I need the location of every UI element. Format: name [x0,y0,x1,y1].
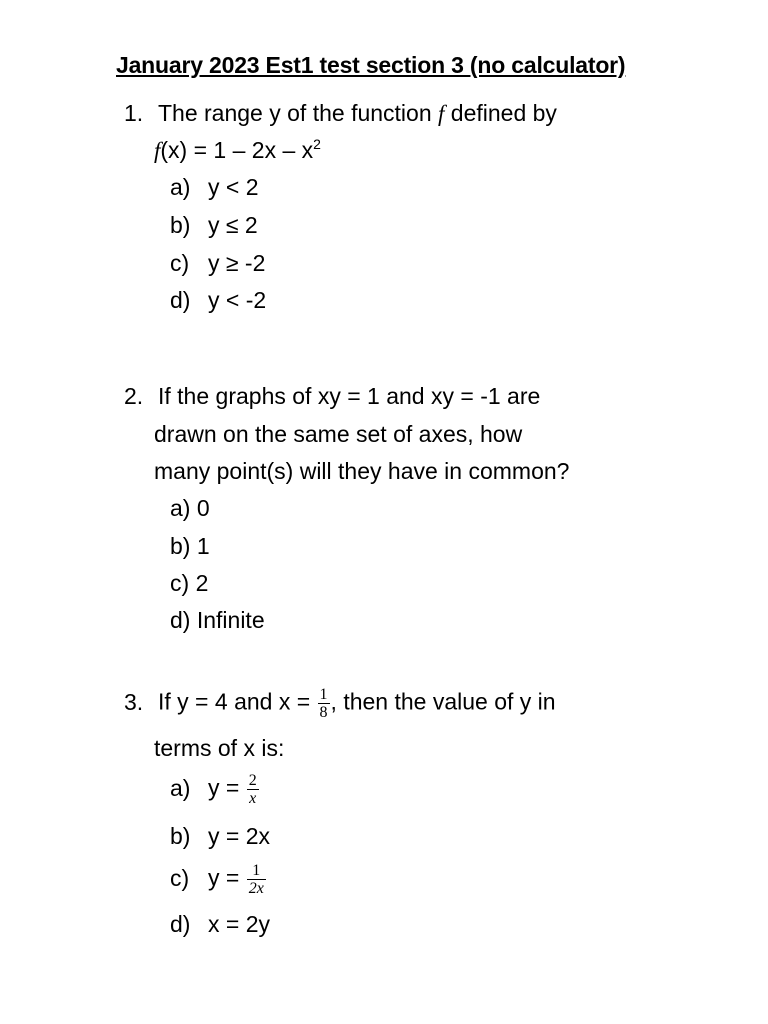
question-1-option-d[interactable] [170,286,266,314]
question-2-stem-line-1 [124,382,540,410]
question-3-stem-text-a: If y = 4 and x = [158,688,311,715]
option-letter: c) [170,570,190,596]
option-text: x = 2y [208,911,271,937]
question-1-stem-text-b: defined by [450,100,557,126]
question-1-formula [154,136,321,165]
question-3-fraction [318,686,330,721]
question-2-stem-line-3: many point(s) will they have in common? [154,458,570,484]
question-3-stem-line-2: terms of x is: [154,735,285,761]
option-letter: b) [170,823,191,849]
option-fraction [247,862,266,897]
question-2-option-d[interactable] [170,606,265,634]
question-1-formula-f: f [154,138,161,163]
option-prefix: y = [208,864,240,891]
question-3-stem-text-b: , then the value of y in [330,688,556,715]
option-letter: c) [170,250,190,276]
option-fraction [247,772,259,807]
option-letter: b) [170,212,191,238]
question-3-option-a[interactable] [170,772,260,807]
option-letter: d) [170,607,191,633]
fraction-numerator: 2 [248,772,257,789]
option-text: y ≤ 2 [208,212,258,238]
question-1-formula-body: (x) = 1 – 2x – x [160,137,314,163]
question-3-option-d[interactable] [170,910,270,938]
option-letter: a) [170,495,191,521]
question-2-stem-line-2: drawn on the same set of axes, how [154,421,523,447]
option-letter: a) [170,774,191,801]
question-3-stem-line-1 [124,686,556,721]
option-text: Infinite [196,607,265,633]
option-letter: d) [170,287,191,313]
option-prefix: y = [208,774,240,801]
question-2-stem-text: If the graphs of xy = 1 and xy = -1 are [158,383,541,409]
question-1-stem-text-a: The range y of the function [158,100,432,126]
option-letter: d) [170,911,191,937]
option-text: y < 2 [208,174,259,200]
question-1-option-c[interactable] [170,249,265,277]
question-2-option-b[interactable] [170,532,210,560]
question-3-option-b[interactable] [170,822,270,850]
option-letter: a) [170,174,191,200]
page-title: January 2023 Est1 test section 3 (no calculator) [116,52,626,78]
option-text: 0 [196,495,210,521]
fraction-denominator: x [249,790,257,807]
question-1-option-b[interactable] [170,211,258,239]
question-3-option-c[interactable] [170,862,267,897]
fraction-denominator: 8 [319,704,328,721]
question-1-stem-function-name: f [438,101,445,126]
question-1-number: 1. [124,100,144,126]
question-1-formula-exponent: 2 [313,136,321,152]
option-text: y < -2 [208,287,267,313]
question-2-option-c[interactable] [170,569,208,597]
option-text: 2 [195,570,209,596]
fraction-numerator: 1 [319,686,328,703]
option-text: y = 2x [208,823,271,849]
question-3-number: 3. [124,688,144,715]
option-letter: b) [170,533,191,559]
question-2-option-a[interactable] [170,494,210,522]
option-letter: c) [170,864,190,891]
fraction-numerator: 1 [247,862,266,880]
question-2-number: 2. [124,383,144,409]
question-1-option-a[interactable] [170,173,259,201]
option-text: 1 [196,533,210,559]
option-text: y ≥ -2 [208,250,266,276]
fraction-denominator: 2x [248,880,264,897]
question-1-stem-line-1 [124,99,557,128]
